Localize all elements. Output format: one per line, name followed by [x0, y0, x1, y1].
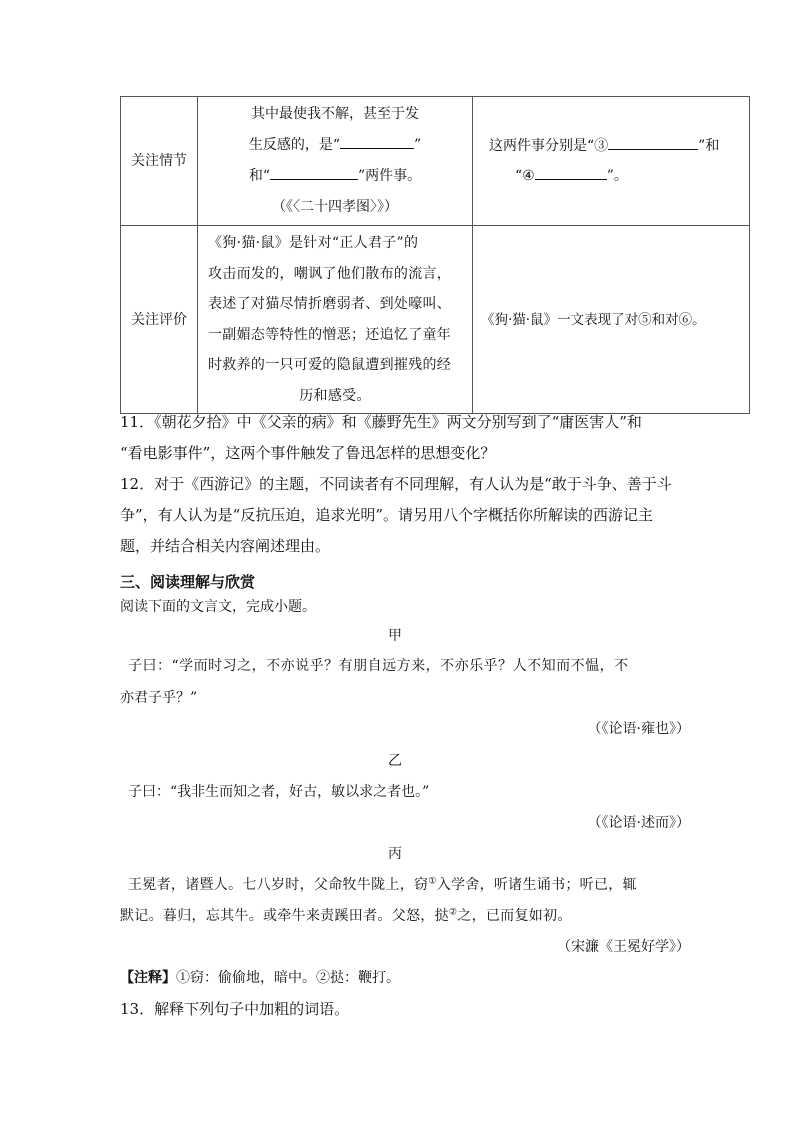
row-right-cell [473, 226, 750, 414]
footnote-mark: ② [448, 907, 458, 918]
passage-jia-line: 子曰：“学而时习之，不亦说乎？有朋自远方来，不亦乐乎？人不知而不愠，不 [128, 658, 629, 674]
row-right-cell [473, 97, 750, 226]
mid-line: 表述了对猫尽情折磨弱者、到处嚎叫、 [208, 296, 452, 312]
question-11-line1: 11．《朝花夕拾》中《父亲的病》和《藤野先生》两文分别写到了“庸医害人”和 [120, 413, 642, 431]
blank-line [270, 165, 358, 180]
answer-line: “④ ”。 [489, 161, 749, 191]
note-label: 【注释】 [120, 970, 176, 986]
answer-line: 这两件事分别是“③ ”和 [489, 131, 749, 161]
reading-table [120, 96, 750, 414]
annotation-note [120, 967, 400, 987]
note-text: ①窃：偷偷地，暗中。②挞：鞭打。 [176, 970, 400, 986]
question-11-line2: “看电影事件”，这两个事件触发了鲁迅怎样的思想变化？ [120, 444, 496, 462]
question-12-line2: 争”，有人认为是“反抗压迫，追求光明”。请另用八个字概括你所解读的西游记主 [120, 506, 654, 524]
passage-jia-title: 甲 [388, 628, 402, 644]
mid-line: 生反感的，是“ ” [202, 130, 468, 161]
question-12-line3: 题，并结合相关内容阐述理由。 [120, 537, 331, 555]
blank-line [340, 134, 414, 149]
mid-line: 攻击而发的，嘲讽了他们散布的流言， [208, 265, 452, 282]
table-row [121, 226, 750, 414]
mid-line: 时救养的一只可爱的隐鼠遭到摧残的经 [208, 357, 452, 373]
row-middle-cell [198, 97, 473, 226]
question-13: 13．解释下列句子中加粗的词语。 [120, 1000, 350, 1018]
mid-line: 《狗·猫·鼠》是针对“正人君子”的 [208, 235, 419, 251]
section-intro: 阅读下面的文言文，完成小题。 [120, 599, 316, 615]
blank-line [608, 135, 698, 150]
answer-line: 《狗·猫·鼠》一文表现了对⑤和对⑥。 [481, 311, 706, 328]
passage-yi-title: 乙 [388, 753, 402, 769]
section-heading: 三、阅读理解与欣赏 [120, 573, 256, 591]
passage-bing-line: 默记。暮归，忘其牛。或牵牛来责蹊田者。父怒，挞②之，已而复如初。 [120, 907, 572, 924]
passage-yi-line: 子曰：“我非生而知之者，好古，敏以求之者也。” [128, 784, 430, 800]
blank-line [535, 165, 607, 180]
mid-line: （《〈二十四孝图〉》） [272, 199, 398, 215]
row-label: 关注评价 [121, 226, 198, 414]
passage-bing-line: 王冕者，诸暨人。七八岁时，父命牧牛陇上，窃①入学舍，听诸生诵书；听已，辄 [128, 876, 637, 893]
mid-line: 历和感受。 [299, 387, 371, 404]
mid-line: 和“ ”两件事。 [202, 161, 468, 192]
passage-bing-title: 丙 [388, 846, 402, 862]
passage-jia-line: 亦君子乎？” [120, 690, 198, 706]
passage-yi-source: （《论语·述而》） [587, 815, 690, 831]
table-row [121, 97, 750, 226]
footnote-mark: ① [428, 876, 437, 887]
question-12-line1: 12．对于《西游记》的主题，不同读者有不同理解，有人认为是“敢于斗争、善于斗 [120, 475, 672, 493]
row-middle-cell [198, 226, 473, 414]
row-label: 关注情节 [121, 97, 198, 226]
passage-bing-source: （宋濂《王冕好学》） [557, 939, 690, 955]
mid-line: 其中最使我不解，甚至于发 [251, 106, 419, 122]
passage-jia-source: （《论语·雍也》） [587, 721, 690, 737]
mid-line: 一副媚态等特性的憎恶；还追忆了童年 [208, 326, 452, 343]
